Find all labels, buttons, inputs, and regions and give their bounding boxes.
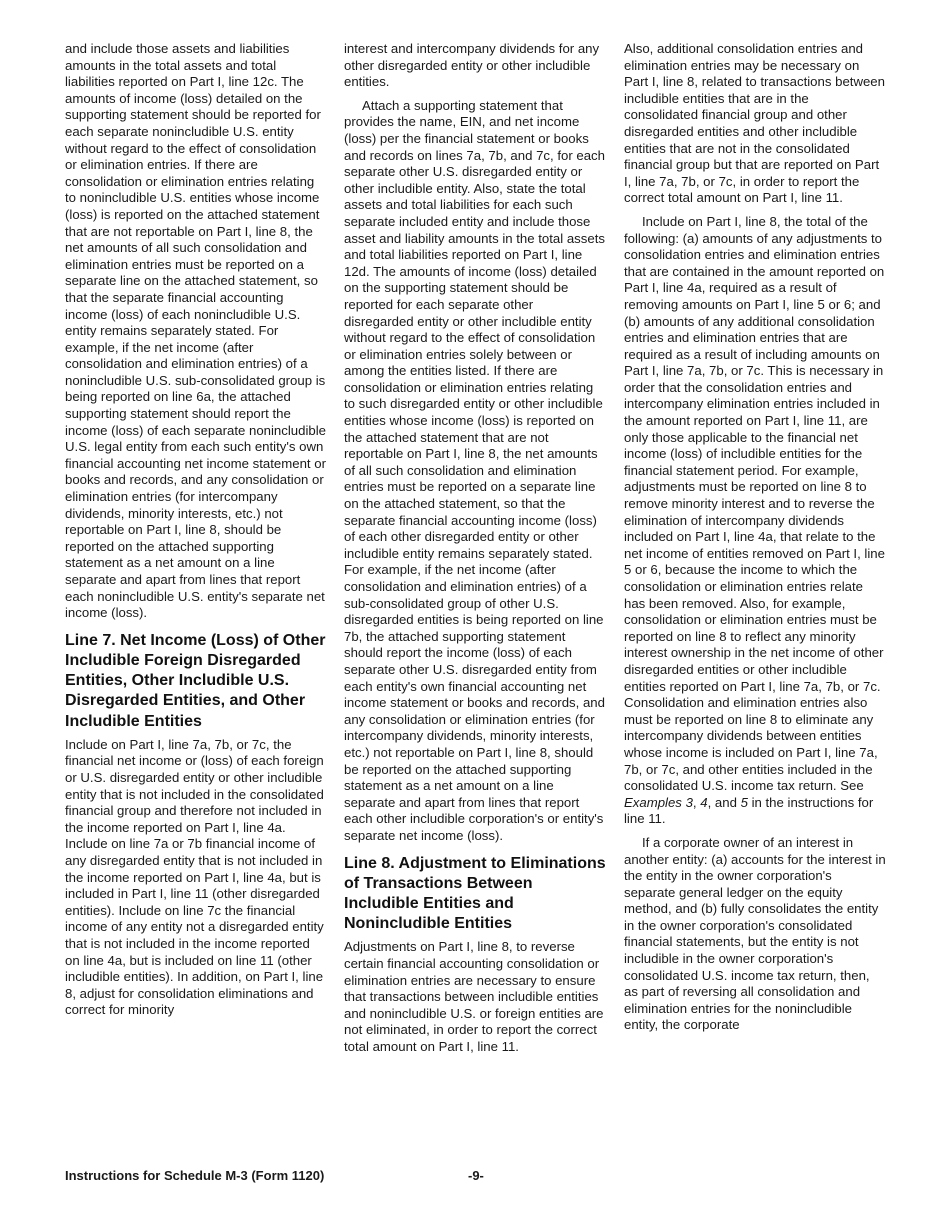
column-left: [65, 41, 327, 1026]
middle-paragraph-1: interest and intercompany dividends for any other disregarded entity or other includible entities.: [344, 41, 600, 90]
right-paragraph-2-text-b: ,: [692, 794, 701, 810]
right-paragraph-2-text-c: , and: [707, 794, 741, 810]
right-paragraph-1: Also, additional consolidation entries and elimination entries may be necessary on Part I, line 8, related to transactions between includible entities that are in the consolidated financial group and other disregarded entities and other includible entities that are not in the consolidated financial group but that are reported on Part I, line 7a, 7b, or 7c, in order to report the correct total amount on Part I, line 11.: [624, 41, 885, 206]
footer-page-number: -9-: [468, 1168, 484, 1183]
right-paragraph-3: If a corporate owner of an interest in another entity: (a) accounts for the interest in the entity in the owner corporation's separate general ledger on the equity method, and (b) fully consolidates the entity in the owner corporation's consolidated financial statements, but the entity is not includible in the owner corporation's consolidated U.S. income tax return, then, as part of reversing all consolidation and elimination entries for the nonincludible entity, the corporate: [624, 834, 886, 1033]
left-paragraph-2: Include on Part I, line 7a, 7b, or 7c, the financial net income or (loss) of each foreign or U.S. disregarded entity or other includible entity that is not included in the consolidated financial group and therefore not included in the income reported on Part I, line 4a. Include on line 7a or 7b financial income of any disregarded entity that is not included in the income reported on Part I, line 4a, but is included in Part I, line 11 (other disregarded entities). Include on line 7c the financial income of any entity not a disregarded entity that is not included in the income reported on line 4a, but is included on line 11 (other includible entities). In addition, on Part I, line 8, adjust for consolidation eliminations and correct for minority: [65, 736, 324, 1018]
heading-line-7: Line 7. Net Income (Loss) of Other Includible Foreign Disregarded Entities, Other Includible U.S. Disregarded Entities, and Other Includible Entities: [65, 631, 326, 730]
footer-form-title: Instructions for Schedule M-3 (Form 1120): [65, 1168, 325, 1183]
example-3-reference: Examples 3: [624, 794, 693, 810]
left-paragraph-1: and include those assets and liabilities amounts in the total assets and total liabilities reported on Part I, line 12c. The amounts of income (loss) detailed on the supporting statement should be reported for each separate nonincludible U.S. entity without regard to the effect of consolidation or elimination entries. If there are consolidation or elimination entries relating to nonincludible U.S. entities whose income (loss) is reported on the attached statement that are not reportable on Part I, line 8, the net amounts of all such consolidation and elimination entries must be reported on a separate line on the attached statement, so that the separate financial accounting income (loss) of each nonincludible U.S. entity remains separately stated. For example, if the net income (after consolidation and elimination entries) of a nonincludible U.S. sub-consolidated group is being reported on line 6a, the attached supporting statement should report the income (loss) of each separate nonincludible U.S. legal entity from each such entity's own financial accounting net income statement or books and records, and any consolidation or elimination entries (for intercompany dividends, minority interests, etc.) not reportable on Part I, line 8, should be reported on the attached supporting statement as a net amount on a line separate and apart from lines that report each nonincludible U.S. entity's separate net income (loss).: [65, 41, 326, 621]
right-paragraph-2-text-a: Include on Part I, line 8, the total of the following: (a) amounts of any adjustments to consolidation entries and elimination entries that are contained in the amount reported on Part I, line 4a, required as a result of removing amounts on Part I, line 5 or 6; and (b) amounts of any additional consolidation entries and elimination entries that are required as a result of including amounts on Part I, line 7a, 7b, or 7c. This is necessary in order that the consolidation entries and intercompany elimination entries included in the amount reported on Part I, line 11, are only those applicable to the financial net income (loss) of includible entities for the financial statement period. For example, adjustments must be reported on line 8 to remove minority interest and to reverse the elimination of intercompany dividends included on Part I, line 4a, that relate to the net income of entities removed on Part I, line 5 or 6, because the income to which the consolidation or elimination entries relate has been removed. Also, for example, consolidation or elimination entries must be reported on line 8 to reflect any minority interest ownership in the net income of other disregarded entities or other includible entities reported on Part I, line 7a, 7b, or 7c. Consolidation and elimination entries also must be reported on line 8 to eliminate any intercompany dividends between entities whose income is included on Part I, line 7a, 7b, or 7c, and other entities included in the consolidated U.S. income tax return. See: [624, 213, 885, 794]
middle-paragraph-3: Adjustments on Part I, line 8, to reverse certain financial accounting consolidation or elimination entries are necessary to ensure that transactions between includible entities and nonincludible U.S. or foreign entities are not eliminated, in order to report the correct total amount on Part I, line 11.: [344, 939, 604, 1054]
page-footer: [65, 1168, 885, 1186]
right-paragraph-2-text-d: in the instructions for line 11.: [624, 794, 874, 827]
middle-paragraph-2: Attach a supporting statement that provides the name, EIN, and net income (loss) per the financial statement or books and records on lines 7a, 7b, and 7c, for each separate other U.S. disregarded entity or other includible entity. Also, state the total assets and total liabilities for each such separate included entity and include those asset and liability amounts in the total assets and total liabilities reported on Part I, line 12d. The amounts of income (loss) detailed on the supporting statement should be reported for each separate other disregarded entity or other includible entity without regard to the effect of consolidation or elimination entries solely between or among the entities listed. If there are consolidation or elimination entries relating to such disregarded entity or other includible entities whose income (loss) is reported on the attached statement that are not reportable on Part I, line 8, the net amounts of all such consolidation and elimination entries must be reported on a separate line on the attached statement, so that the separate financial accounting income (loss) of each other disregarded entity or other includible entity remains separately stated. For example, if the net income (after consolidation and elimination entries) of a sub-consolidated group of other U.S. disregarded entities is being reported on line 7b, the attached supporting statement should report the income (loss) of each separate other U.S. disregarded entity from each entity's own financial accounting net income statement or books and records, and any consolidation or elimination entries (for intercompany dividends, minority interests, etc.) not reportable on Part I, line 8, should be reported on the attached supporting statement as a net amount on a line separate and apart from lines that report each other includible corporation's or entity's separate net income (loss).: [344, 97, 605, 843]
example-5-reference: 5: [740, 794, 748, 810]
example-4-reference: 4: [700, 794, 708, 810]
column-right: [624, 41, 886, 1041]
heading-line-8: Line 8. Adjustment to Eliminations of Transactions Between Includible Entities and Nonincludible Entities: [344, 854, 606, 933]
right-paragraph-2: [624, 214, 886, 828]
column-middle: [344, 41, 606, 1062]
